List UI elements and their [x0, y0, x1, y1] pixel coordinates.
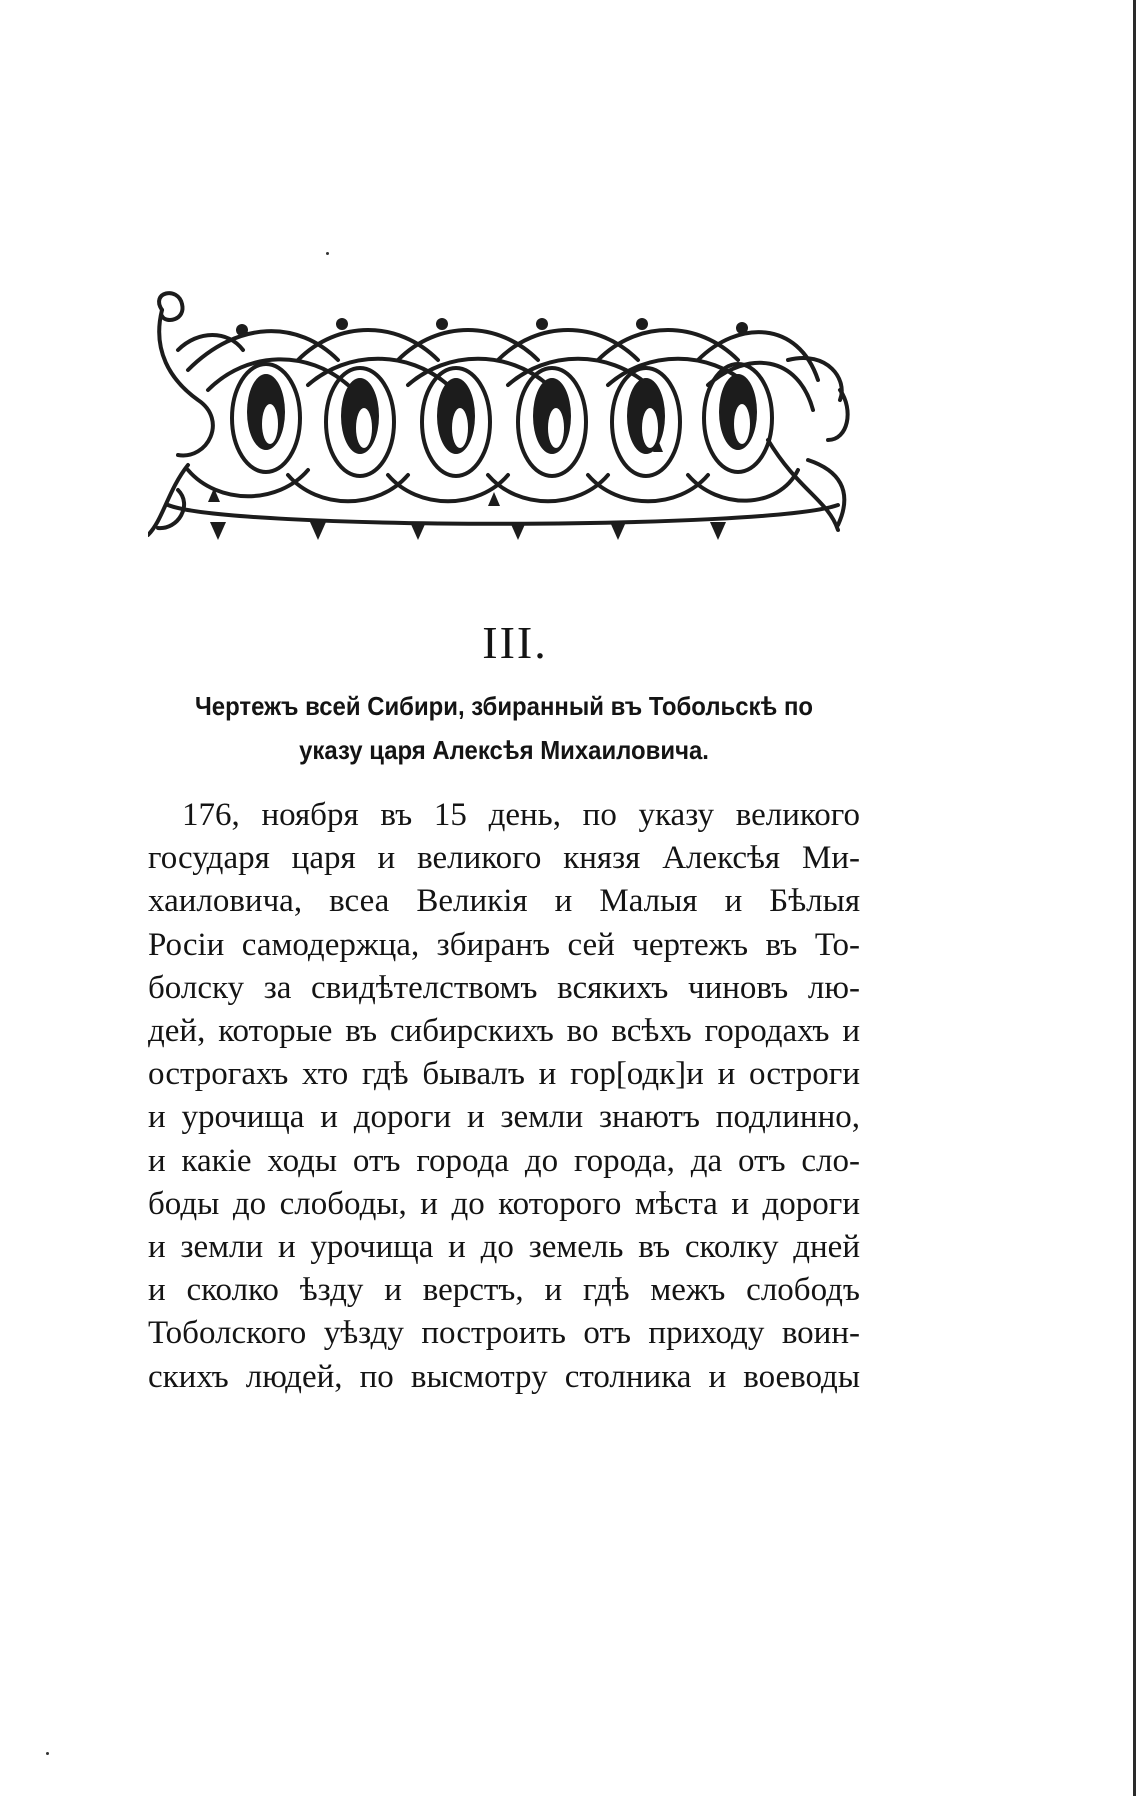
text-line: 176, ноября въ 15 день, по указу великого [182, 797, 860, 833]
headpiece-ornament [148, 290, 854, 544]
text-line: и земли и урочища и до земель въ сколку дней [148, 1229, 860, 1266]
text-line: дей, которые въ сибирскихъ во всѣхъ городахъ и [148, 1013, 860, 1050]
text-line: Тоболского уѣзду построить отъ приходу воин- [148, 1315, 860, 1352]
text-line: хаиловича, всеа Великія и Малыя и Бѣлыя [148, 883, 860, 920]
chapter-title-line: указу царя Алексѣя Михаиловича. [299, 735, 709, 765]
body-paragraph [148, 794, 860, 1399]
text-line: и какіе ходы отъ города до города, да отъ сло- [148, 1142, 860, 1179]
text-line: скихъ людей, по высмотру столника и воеводы [148, 1358, 860, 1395]
scan-speck [326, 252, 329, 255]
chapter-title [176, 684, 831, 772]
text-line: государя царя и великого князя Алексѣя Ми- [148, 840, 860, 877]
text-line: острогахъ хто гдѣ бывалъ и гор[одк]и и остроги [148, 1056, 860, 1093]
chapter-number: III. [482, 617, 548, 668]
text-line: боды до слободы, и до которого мѣста и дороги [148, 1185, 860, 1222]
text-line: и урочища и дороги и земли знаютъ подлинно, [148, 1099, 860, 1136]
scan-speck [46, 1752, 49, 1755]
text-line: болску за свидѣтелствомъ всякихъ чиновъ лю- [148, 969, 860, 1006]
page-edge [1133, 0, 1136, 1796]
text-line: Росіи самодержца, збиранъ сей чертежъ въ То- [148, 926, 860, 963]
text-line: и сколко ѣзду и верстъ, и гдѣ межъ слободъ [148, 1272, 860, 1309]
chapter-title-line: Чертежъ всей Сибири, збиранный въ Тобольскѣ по [194, 691, 814, 721]
